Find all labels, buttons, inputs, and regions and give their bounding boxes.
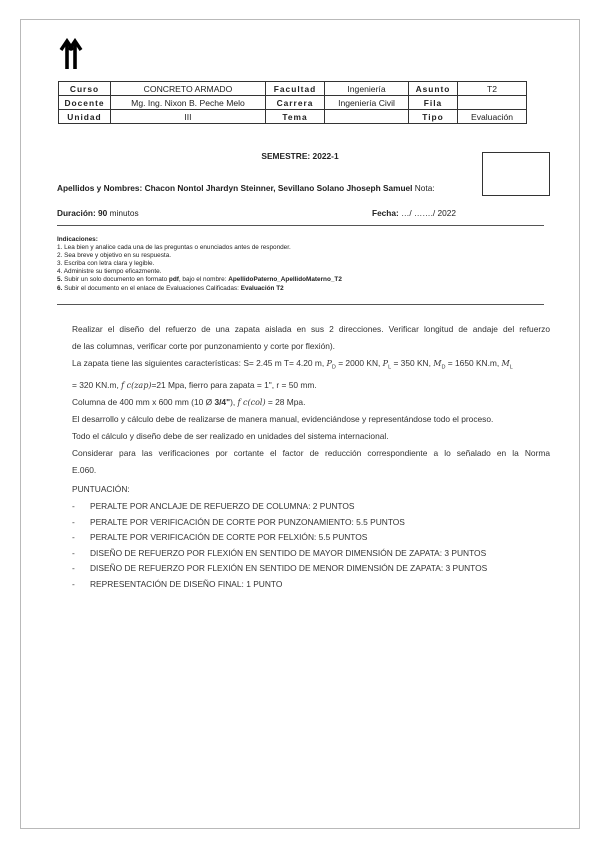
indicacion-text: Subir el documento en el enlace de Evaluaciones Calificadas: bbox=[62, 284, 241, 292]
indicacion-item bbox=[57, 276, 342, 284]
indicacion-text: Subir un solo documento en formato bbox=[62, 276, 169, 284]
tema-value bbox=[325, 110, 409, 124]
item-text: PERALTE POR VERIFICACIÓN DE CORTE POR PUNZONAMIENTO: 5.5 PUNTOS bbox=[90, 516, 405, 527]
carrera-value: Ingeniería Civil bbox=[325, 96, 409, 110]
symbol-sub: L bbox=[509, 364, 513, 371]
dash: - bbox=[72, 547, 75, 558]
item-text: DISEÑO DE REFUERZO POR FLEXIÓN EN SENTIDO DE MENOR DIMENSIÓN DE ZAPATA: 3 PUNTOS bbox=[90, 563, 488, 574]
tema-label: Tema bbox=[266, 110, 325, 124]
carrera-label: Carrera bbox=[266, 96, 325, 110]
puntuacion-list bbox=[72, 499, 487, 593]
indicacion-num: 5. bbox=[57, 276, 63, 284]
symbol: M bbox=[433, 359, 442, 369]
indicacion-num: 6. bbox=[57, 284, 63, 292]
paragraph: Todo el cálculo y diseño debe de ser realizado en unidades del sistema internacional. bbox=[72, 431, 389, 442]
indicaciones-title: Indicaciones: bbox=[57, 236, 98, 243]
text: = 2000 KN, bbox=[335, 358, 383, 369]
list-item bbox=[72, 546, 487, 562]
paragraph bbox=[72, 355, 550, 377]
text: =21 Mpa, fierro para zapata = 1", r = 50 mm. bbox=[151, 379, 317, 390]
paragraph: Considerar para las verificaciones por cortante el factor de reducción correspondiente a lo señalado en la Norma bbox=[72, 448, 550, 459]
unidad-value: III bbox=[111, 110, 266, 124]
facultad-value: Ingeniería bbox=[325, 82, 409, 96]
item-text: PERALTE POR ANCLAJE DE REFUERZO DE COLUMNA: 2 PUNTOS bbox=[90, 501, 355, 511]
dash: - bbox=[72, 578, 75, 589]
fecha-label: Fecha: bbox=[372, 208, 399, 218]
text: Columna de 400 mm x 600 mm (10 Ø bbox=[72, 397, 215, 408]
indicacion-item: 4. Administre su tiempo eficazmente. bbox=[57, 268, 162, 276]
paragraph bbox=[72, 377, 550, 394]
paragraph bbox=[72, 394, 550, 411]
indicacion-format: pdf bbox=[168, 276, 179, 284]
text: = 1650 KN.m, bbox=[445, 358, 502, 369]
asunto-value: T2 bbox=[458, 82, 527, 96]
students-names: Chacon Nontol Jhardyn Steinner, Sevillano Solano Jhoseph Samuel bbox=[144, 183, 413, 193]
dash: - bbox=[72, 532, 75, 543]
docente-value: Mg. Ing. Nixon B. Peche Melo bbox=[111, 96, 266, 110]
curso-label: Curso bbox=[59, 82, 111, 96]
curso-value: CONCRETO ARMADO bbox=[111, 82, 266, 96]
unidad-label: Unidad bbox=[59, 110, 111, 124]
duracion-value: 90 bbox=[98, 208, 108, 218]
list-item bbox=[72, 515, 487, 531]
puntuacion-title: PUNTUACIÓN: bbox=[72, 484, 130, 494]
symbol-sub: L bbox=[388, 364, 392, 371]
students-label: Apellidos y Nombres: bbox=[57, 183, 143, 193]
double-up-arrow-icon bbox=[57, 38, 83, 70]
indicacion-filename: ApellidoPaterno_ApellidoMaterno_T2 bbox=[228, 276, 342, 284]
bar-size: 3/4" bbox=[214, 397, 231, 408]
indicacion-link-name: Evaluación T2 bbox=[240, 284, 284, 292]
paragraph: El desarrollo y cálculo debe de realizarse de manera manual, evidenciándose y representándose todo el proceso. bbox=[72, 414, 494, 425]
symbol: M bbox=[501, 359, 510, 369]
list-item bbox=[72, 499, 487, 515]
paragraph: de las columnas, verificar corte por punzonamiento y corte por flexión). bbox=[72, 341, 336, 352]
indicacion-item bbox=[57, 285, 342, 293]
paragraph: E.060. bbox=[72, 465, 97, 476]
symbol-sub: D bbox=[331, 364, 336, 371]
nota-box bbox=[482, 152, 550, 196]
item-text: REPRESENTACIÓN DE DISEÑO FINAL: 1 PUNTO bbox=[90, 578, 283, 589]
duracion-label: Duración: bbox=[57, 208, 96, 218]
paragraph: Realizar el diseño del refuerzo de una zapata aislada en sus 2 direcciones. Verificar longitud de andaje del refuerzo bbox=[72, 324, 550, 334]
symbol: P bbox=[382, 359, 389, 369]
indicacion-item: 2. Sea breve y objetivo en su respuesta. bbox=[57, 252, 172, 260]
problem-statement bbox=[72, 321, 550, 480]
duracion-line bbox=[57, 208, 139, 218]
semestre-title: SEMESTRE: 2022-1 bbox=[261, 151, 339, 161]
symbol: f c(col) bbox=[237, 398, 266, 408]
indicaciones bbox=[57, 236, 342, 293]
fecha-value: …/ ……./ 2022 bbox=[401, 208, 456, 218]
docente-label: Docente bbox=[59, 96, 111, 110]
text: ), bbox=[230, 397, 238, 408]
indicacion-item: 3. Escriba con letra clara y legible. bbox=[57, 260, 155, 268]
puntuacion bbox=[72, 484, 487, 593]
symbol: f c(zap) bbox=[121, 380, 152, 390]
dash: - bbox=[72, 501, 75, 511]
fila-label: Fila bbox=[409, 96, 458, 110]
indicacion-text: , bajo el nombre: bbox=[178, 276, 229, 284]
text: = 350 KN, bbox=[391, 358, 434, 369]
asunto-label: Asunto bbox=[409, 82, 458, 96]
list-item bbox=[72, 530, 487, 546]
fecha-line bbox=[372, 208, 456, 218]
header-table bbox=[58, 81, 527, 124]
text: La zapata tiene las siguientes características: S= 2.45 m T= 4.20 m, bbox=[72, 358, 327, 369]
list-item bbox=[72, 561, 487, 577]
divider-bottom bbox=[57, 304, 544, 305]
item-text: PERALTE POR VERIFICACIÓN DE CORTE POR FELXIÓN: 5.5 PUNTOS bbox=[90, 532, 368, 543]
tipo-value: Evaluación bbox=[458, 110, 527, 124]
dash: - bbox=[72, 516, 75, 527]
item-text: DISEÑO DE REFUERZO POR FLEXIÓN EN SENTIDO DE MAYOR DIMENSIÓN DE ZAPATA: 3 PUNTOS bbox=[90, 547, 487, 558]
symbol-sub: D bbox=[441, 364, 446, 371]
fila-value bbox=[458, 96, 527, 110]
list-item bbox=[72, 577, 487, 593]
text: = 28 Mpa. bbox=[265, 397, 306, 408]
divider-top bbox=[57, 225, 544, 226]
indicacion-item: 1. Lea bien y analice cada una de las preguntas o enunciados antes de responder. bbox=[57, 244, 291, 252]
text: = 320 KN.m, bbox=[72, 379, 122, 390]
facultad-label: Facultad bbox=[266, 82, 325, 96]
dash: - bbox=[72, 563, 75, 574]
nota-label: Nota: bbox=[414, 183, 435, 193]
students-line bbox=[57, 183, 435, 193]
tipo-label: Tipo bbox=[409, 110, 458, 124]
symbol: P bbox=[326, 359, 332, 369]
duracion-unit: minutos bbox=[109, 208, 139, 218]
